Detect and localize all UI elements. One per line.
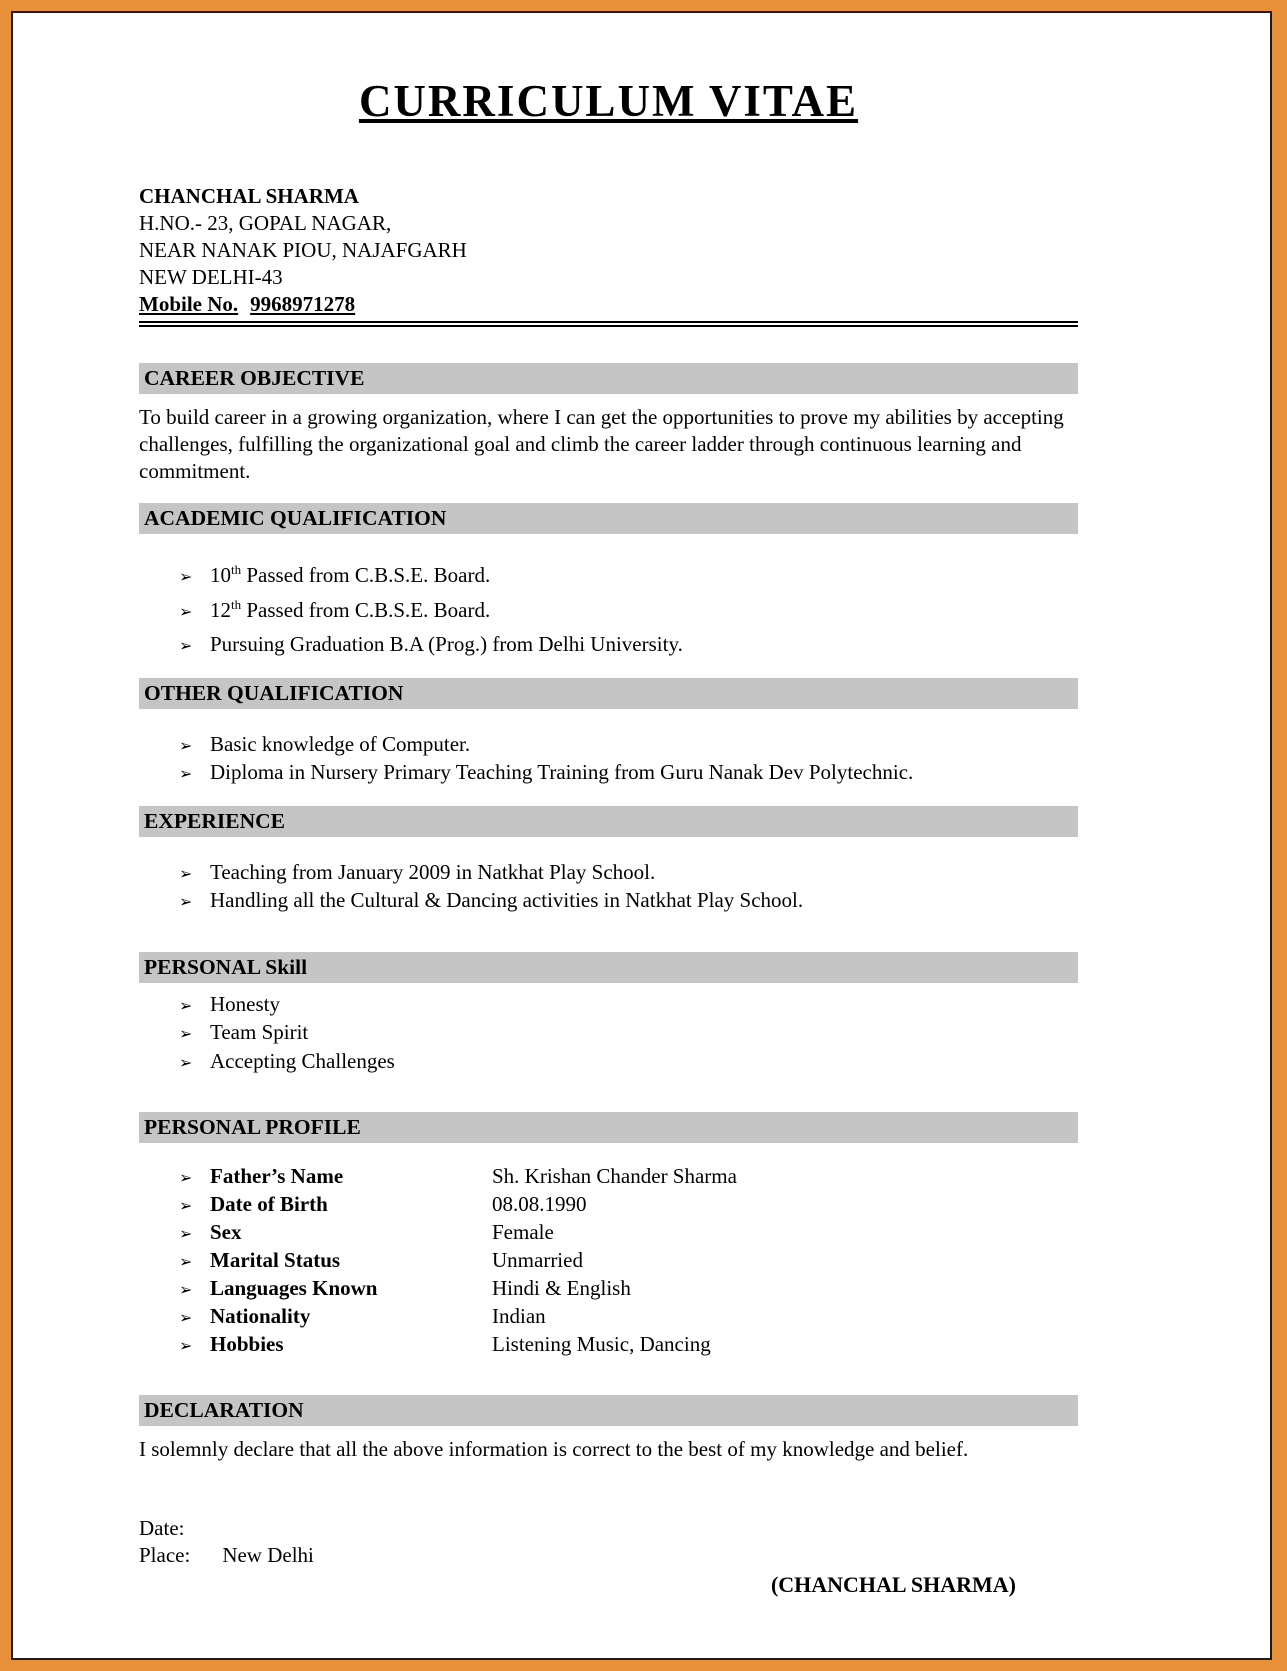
list-item (179, 556, 1078, 591)
list-item-text: 12th Passed from C.B.S.E. Board. (210, 596, 491, 622)
list-item (179, 859, 1078, 888)
profile-value: Indian (492, 1304, 546, 1328)
signature-name: (CHANCHAL SHARMA) (770, 1572, 1016, 1597)
section-heading-other-qualification: OTHER QUALIFICATION (139, 678, 1078, 709)
profile-value: Female (492, 1220, 554, 1244)
declaration-footer (139, 1515, 1078, 1598)
other-qualification-list (179, 731, 1078, 788)
address-line: NEAR NANAK PIOU, NAJAFGARH (139, 238, 467, 262)
mobile-number: 9968971278 (250, 292, 356, 316)
profile-row (179, 1303, 1078, 1331)
mobile-number-line (139, 291, 1078, 327)
section-heading-experience: EXPERIENCE (139, 806, 1078, 837)
place-label: Place: (139, 1543, 191, 1567)
arrow-bullet-icon: ➢ (179, 764, 193, 783)
cv-page (11, 11, 1272, 1660)
list-item (179, 759, 1078, 788)
address-line: NEW DELHI-43 (139, 265, 283, 289)
profile-label: Date of Birth (210, 1192, 328, 1216)
place-line (139, 1542, 1078, 1569)
list-item (179, 1048, 1078, 1077)
list-item (179, 991, 1078, 1020)
profile-row (179, 1163, 1078, 1191)
arrow-bullet-icon: ➢ (179, 1336, 193, 1355)
date-label: Date: (139, 1516, 185, 1540)
contact-block (139, 183, 1078, 327)
arrow-bullet-icon: ➢ (179, 1280, 193, 1299)
declaration-text: I solemnly declare that all the above information is correct to the best of my knowledge and belief. (139, 1437, 969, 1461)
arrow-bullet-icon: ➢ (179, 863, 193, 883)
list-item-text: Honesty (210, 991, 280, 1016)
profile-label: Marital Status (210, 1248, 341, 1272)
section-heading-academic-qualification: ACADEMIC QUALIFICATION (139, 503, 1078, 534)
list-item-text: Accepting Challenges (210, 1048, 395, 1073)
profile-row (179, 1275, 1078, 1303)
arrow-bullet-icon: ➢ (179, 1196, 193, 1215)
list-item (179, 591, 1078, 626)
arrow-bullet-icon: ➢ (179, 995, 193, 1015)
list-item-text: Diploma in Nursery Primary Teaching Training from Guru Nanak Dev Polytechnic. (210, 760, 914, 784)
academic-qualification-list (179, 556, 1078, 660)
list-item-text: Pursuing Graduation B.A (Prog.) from Delhi University. (210, 632, 683, 656)
profile-label: Hobbies (210, 1332, 284, 1356)
profile-value: 08.08.1990 (492, 1192, 587, 1216)
profile-value: Sh. Krishan Chander Sharma (492, 1164, 737, 1188)
profile-row (179, 1219, 1078, 1247)
list-item-text: Team Spirit (210, 1020, 309, 1044)
section-heading-declaration: DECLARATION (139, 1395, 1078, 1426)
list-item (179, 1019, 1078, 1048)
profile-value: Listening Music, Dancing (492, 1332, 711, 1356)
arrow-bullet-icon: ➢ (179, 1052, 193, 1072)
profile-label: Father’s Name (210, 1164, 344, 1188)
profile-value: Hindi & English (492, 1276, 631, 1300)
personal-profile-list (139, 1163, 1078, 1359)
arrow-bullet-icon: ➢ (179, 567, 193, 586)
address-line: H.NO.- 23, GOPAL NAGAR, (139, 211, 392, 235)
list-item-text: 10th Passed from C.B.S.E. Board. (210, 562, 491, 587)
arrow-bullet-icon: ➢ (179, 1308, 193, 1327)
profile-label: Languages Known (210, 1276, 378, 1300)
mobile-label: Mobile No. (139, 292, 239, 316)
arrow-bullet-icon: ➢ (179, 735, 193, 755)
profile-label: Sex (210, 1220, 242, 1244)
contact-name: CHANCHAL SHARMA (139, 184, 359, 208)
list-item (179, 887, 1078, 916)
personal-skill-list (179, 991, 1078, 1077)
place-value: New Delhi (222, 1543, 314, 1567)
date-line (139, 1515, 1078, 1542)
profile-label: Nationality (210, 1304, 311, 1328)
list-item-text: Handling all the Cultural & Dancing activities in Natkhat Play School. (210, 888, 804, 912)
profile-value: Unmarried (492, 1248, 583, 1272)
profile-row (179, 1247, 1078, 1275)
arrow-bullet-icon: ➢ (179, 892, 193, 911)
experience-list (179, 859, 1078, 916)
profile-row (179, 1191, 1078, 1219)
list-item (179, 731, 1078, 760)
section-heading-personal-profile: PERSONAL PROFILE (139, 1112, 1078, 1143)
arrow-bullet-icon: ➢ (179, 1024, 193, 1043)
list-item (179, 625, 1078, 660)
section-heading-personal-skill: PERSONAL Skill (139, 952, 1078, 983)
profile-row (179, 1331, 1078, 1359)
career-objective-text: To build career in a growing organization, where I can get the opportunities to prove my abilities by accepting challenges, fulfilling the organizational goal and climb the career ladder through continuous learning and commitment. (139, 405, 1064, 483)
arrow-bullet-icon: ➢ (179, 1224, 193, 1243)
arrow-bullet-icon: ➢ (179, 1168, 193, 1187)
arrow-bullet-icon: ➢ (179, 601, 193, 621)
section-heading-career-objective: CAREER OBJECTIVE (139, 363, 1078, 394)
arrow-bullet-icon: ➢ (179, 1252, 193, 1271)
list-item-text: Basic knowledge of Computer. (210, 731, 471, 756)
page-title: CURRICULUM VITAE (358, 76, 859, 126)
list-item-text: Teaching from January 2009 in Natkhat Play School. (210, 859, 656, 884)
arrow-bullet-icon: ➢ (179, 636, 193, 655)
